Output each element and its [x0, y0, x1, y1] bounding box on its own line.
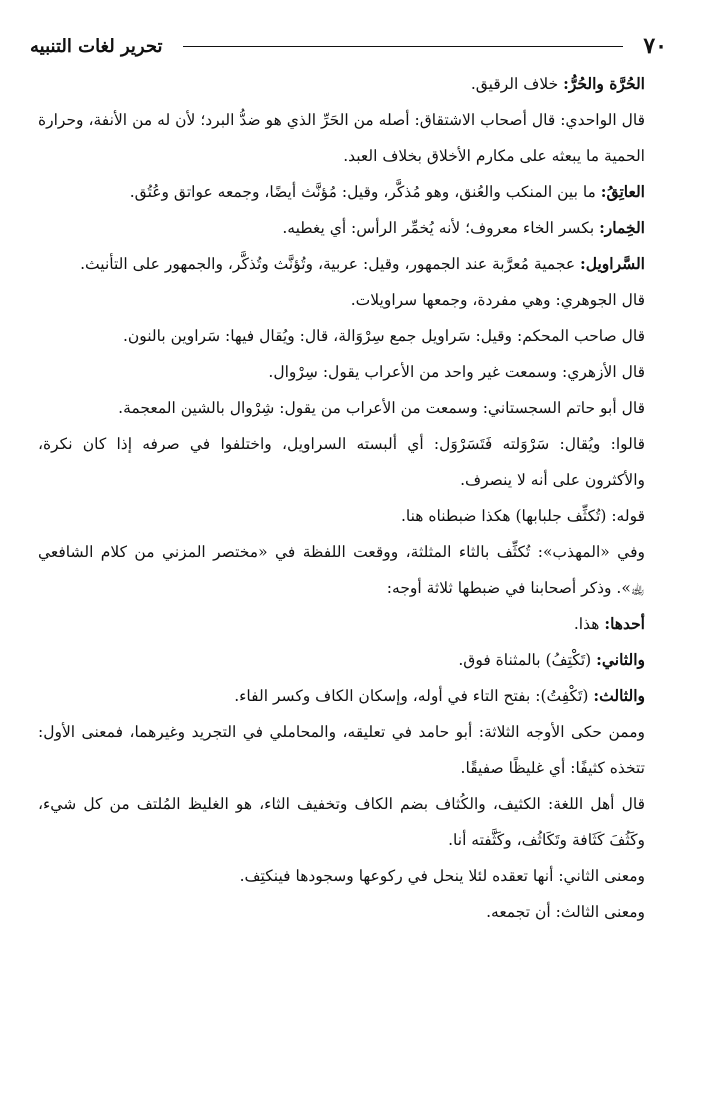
paragraph-text: قال الأزهري: وسمعت غير واحد من الأعراب يقول: سِرْوال. — [268, 363, 645, 381]
paragraph — [38, 282, 645, 318]
paragraph — [38, 678, 645, 714]
paragraph — [38, 858, 645, 894]
paragraph — [38, 102, 645, 174]
paragraph — [38, 210, 645, 246]
page-header — [30, 26, 667, 66]
paragraph-text: قال صاحب المحكم: وقيل: سَراويل جمع سِرْوَالة، قال: ويُقال فيها: سَراوين بالنون. — [122, 327, 645, 345]
paragraph-text: قال أهل اللغة: الكثيف، والكُثاف بضم الكاف وتخفيف الثاء، هو الغليظ المُلتف من كل شيء، وكَثُفَ كَثَافة وتَكَاثُف، وكَثَّفته أنا. — [38, 795, 645, 849]
paragraph — [38, 426, 645, 498]
paragraph-text: (تَكْفِتُ): بفتح التاء في أوله، وإسكان الكاف وكسر الفاء. — [234, 687, 594, 705]
paragraph-text: وفي «المهذب»: تُكثِّف بالثاء المثلثة، ووقعت اللفظة في «مختصر المزني من كلام الشافعي ﵀». وذكر أصحابنا في ضبطها ثلاثة أوجه: — [38, 543, 645, 597]
entry-term: العاتِقُ: — [600, 182, 645, 201]
paragraph-text: عجمية مُعرَّبة عند الجمهور، وقيل: عربية، وتُؤنَّث وتُذكَّر، والجمهور على التأنيث. — [80, 255, 581, 273]
entry-term: والثالث: — [593, 686, 645, 705]
running-title: تحرير لغات التنبيه — [30, 35, 163, 57]
page-number: ٧٠ — [643, 33, 667, 59]
paragraph — [38, 894, 645, 930]
header-rule — [183, 46, 624, 47]
paragraph-text: قال الواحدي: قال أصحاب الاشتقاق: أصله من الحَرِّ الذي هو ضدُّ البرد؛ لأن له من الأنفة، وحرارة الحمية ما يبعثه على مكارم الأخلاق بخلاف العبد. — [38, 111, 645, 165]
paragraph — [38, 498, 645, 534]
entry-term: والثاني: — [596, 650, 645, 669]
entry-term: الحُرَّة والحُرُّ: — [563, 74, 645, 93]
paragraph — [38, 786, 645, 858]
paragraph — [38, 354, 645, 390]
paragraph — [38, 390, 645, 426]
paragraph-text: ومعنى الثالث: أن تجمعه. — [486, 903, 645, 921]
paragraph — [38, 642, 645, 678]
paragraph-text: هذا. — [573, 615, 605, 633]
paragraph-text: ما بين المنكب والعُنق، وهو مُذكَّر، وقيل: مُؤنَّث أيضًا، وجمعه عواتق وعُتُق. — [129, 183, 601, 201]
paragraph-text: قال الجوهري: وهي مفردة، وجمعها سراويلات. — [350, 291, 645, 309]
entry-term: الخِمار: — [599, 218, 645, 237]
paragraph-text: قالوا: ويُقال: سَرْوَلته فَتَسَرْوَل: أي ألبسته السراويل، واختلفوا في صرفه إذا كان نكرة، والأكثرون على أنه لا ينصرف. — [38, 435, 645, 489]
paragraph-text: خلاف الرقيق. — [470, 75, 564, 93]
entry-term: السَّراويل: — [580, 254, 645, 273]
paragraph — [38, 66, 645, 102]
paragraph-text: ومعنى الثاني: أنها تعقده لئلا ينحل في ركوعها وسجودها فينكتِف. — [239, 867, 645, 885]
paragraph-text: وممن حكى الأوجه الثلاثة: أبو حامد في تعليقه، والمحاملي في التجريد وغيرهما، فمعنى الأول: تتخذه كثيفًا: أي غليظًا صفيقًا. — [38, 723, 645, 777]
paragraph — [38, 714, 645, 786]
paragraph-text: قال أبو حاتم السجستاني: وسمعت من الأعراب من يقول: شِرْوال بالشين المعجمة. — [118, 399, 645, 417]
paragraph — [38, 318, 645, 354]
entry-term: أحدها: — [604, 614, 645, 633]
paragraph — [38, 174, 645, 210]
paragraph — [38, 534, 645, 606]
body-text — [38, 66, 645, 930]
paragraph — [38, 606, 645, 642]
paragraph-text: بكسر الخاء معروف؛ لأنه يُخمِّر الرأس: أي يغطيه. — [282, 219, 600, 237]
paragraph-text: قوله: (تُكثِّف جلبابها) هكذا ضبطناه هنا. — [400, 507, 645, 525]
paragraph-text: (تَكْتِفُ) بالمثناة فوق. — [458, 651, 597, 669]
paragraph — [38, 246, 645, 282]
